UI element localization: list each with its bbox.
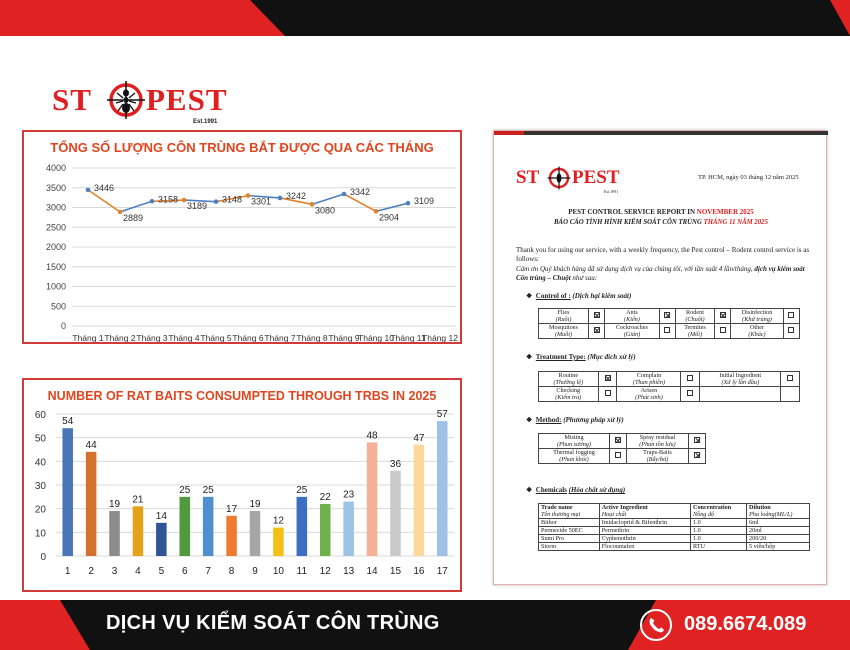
data-label: 3158 — [158, 194, 179, 205]
bar — [414, 445, 425, 556]
option-label-cell — [539, 449, 610, 464]
x-tick-label: 14 — [366, 566, 378, 577]
checkbox[interactable] — [788, 312, 794, 318]
checkbox[interactable] — [664, 327, 670, 333]
header-label: Concentration — [692, 504, 732, 511]
table-cell — [690, 519, 746, 527]
doc-intro-vi-3: như sau: — [570, 274, 598, 282]
cell-label-vi: (Chuột) — [685, 316, 705, 323]
x-tick-label: 3 — [111, 566, 118, 577]
control-table — [538, 308, 800, 339]
column-header — [539, 504, 600, 519]
service-report-document — [493, 130, 827, 585]
cell-label-vi: (Phun sương) — [556, 441, 591, 448]
method-table — [538, 433, 706, 464]
checked-checkbox[interactable] — [615, 437, 621, 443]
cell-label-vi: (Phát sinh) — [635, 394, 663, 401]
cell-label-vi: (Kiểm tra) — [555, 394, 582, 401]
method-title-en: Method: — [535, 416, 562, 424]
cell-label-vi: (Phun tồn lưu) — [639, 441, 676, 448]
y-tick-label: 0 — [40, 552, 46, 563]
top-bar — [0, 0, 850, 36]
option-label-cell — [617, 387, 681, 402]
chemicals-table — [538, 503, 810, 551]
table-cell — [599, 543, 690, 551]
data-label: 25 — [202, 484, 214, 496]
y-tick-label: 10 — [34, 528, 46, 540]
option-checkbox-cell — [783, 324, 799, 339]
option-checkbox-cell — [588, 324, 604, 339]
option-label-cell — [675, 324, 714, 339]
bar-chart — [24, 380, 460, 590]
checked-checkbox[interactable] — [594, 312, 600, 318]
table-cell — [747, 527, 810, 535]
cell-label: Cockroaches — [615, 324, 648, 331]
option-checkbox-cell — [681, 387, 700, 402]
cell-label: Checking — [556, 387, 581, 394]
data-label: 36 — [389, 458, 402, 470]
data-point — [182, 198, 187, 203]
checkbox[interactable] — [687, 390, 693, 396]
top-bar-red-accent — [0, 0, 285, 36]
doc-title-vi-month: THÁNG 11 NĂM 2025 — [703, 219, 768, 226]
treatment-title-en: Treatment Type: — [535, 353, 586, 361]
table-cell — [539, 519, 600, 527]
option-label-cell — [539, 434, 610, 449]
data-label: 3109 — [414, 196, 435, 207]
cell-label: Termites — [684, 324, 706, 331]
data-label: 48 — [366, 430, 378, 442]
table-cell — [539, 535, 600, 543]
option-label-cell — [539, 309, 589, 324]
column-header — [690, 504, 746, 519]
option-label-cell — [539, 324, 589, 339]
bar — [133, 506, 144, 556]
option-checkbox-cell — [715, 324, 731, 339]
data-label: 3148 — [222, 194, 243, 205]
checked-checkbox[interactable] — [720, 312, 726, 318]
doc-top-dark-line — [524, 131, 828, 135]
data-label: 54 — [62, 416, 74, 428]
series-segment — [312, 194, 344, 204]
data-label: 25 — [179, 484, 191, 496]
cell-label-vi: (Mối) — [687, 331, 703, 338]
option-label-cell — [731, 309, 783, 324]
option-checkbox-cell — [783, 309, 799, 324]
bar — [343, 502, 354, 556]
bar — [179, 497, 190, 556]
table-row — [539, 543, 810, 551]
bar — [109, 511, 120, 556]
doc-intro-vi-2: dịch vụ kiểm soát Côn trùng – Chuột — [516, 265, 805, 282]
chemicals-section-title: ❖ Chemicals (Hóa chất sử dụng) — [526, 486, 626, 494]
stoppest-logo — [52, 82, 227, 128]
table-row — [539, 519, 810, 527]
y-tick-label: 3500 — [45, 182, 66, 193]
cell-label-vi: (Kiến) — [624, 316, 640, 323]
doc-intro-vi — [516, 265, 816, 283]
x-tick-label: 4 — [135, 566, 141, 577]
header-label-vi: Hoạt chất — [601, 511, 627, 518]
cell-value: Cyphenothrin — [601, 535, 636, 542]
data-label: 21 — [132, 494, 144, 506]
option-label-cell — [605, 309, 660, 324]
checkbox[interactable] — [720, 327, 726, 333]
method-section-title: ❖ Method: (Phương pháp xử lý) — [526, 416, 624, 424]
bar — [437, 421, 448, 556]
x-tick-label: 5 — [158, 566, 165, 577]
option-label-cell — [626, 449, 689, 464]
data-label: 23 — [343, 489, 355, 501]
checked-checkbox[interactable] — [594, 327, 600, 333]
x-tick-label: Tháng 10 — [358, 333, 394, 342]
checked-checkbox[interactable] — [664, 312, 670, 318]
option-checkbox-cell — [689, 434, 706, 449]
control-title-en: Control of : — [535, 292, 571, 300]
checkbox[interactable] — [605, 390, 611, 396]
cell-label-vi: (Xử lý lần đầu) — [721, 379, 760, 386]
option-checkbox-cell — [588, 309, 604, 324]
data-label: 19 — [108, 499, 121, 511]
y-tick-label: 4000 — [45, 163, 66, 173]
table-cell — [599, 519, 690, 527]
bar — [203, 497, 214, 556]
bar — [320, 504, 331, 556]
x-tick-label: 15 — [389, 566, 402, 577]
cell-value: Flocoumafen — [601, 543, 635, 550]
cell-label-vi: (Khử trùng) — [742, 316, 772, 323]
x-tick-label: 7 — [205, 566, 211, 577]
table-cell — [539, 527, 600, 535]
cell-label: Traps-Baits — [643, 449, 672, 456]
bar — [226, 516, 237, 556]
method-title-vi: (Phương pháp xử lý) — [563, 416, 624, 424]
bar — [390, 471, 401, 556]
option-checkbox-cell — [781, 372, 800, 387]
data-label: 47 — [413, 432, 425, 444]
header-label-vi: Nồng độ — [692, 511, 715, 518]
data-label: 14 — [155, 510, 167, 522]
table-cell — [747, 535, 810, 543]
line-chart — [24, 132, 460, 342]
crosshair-ant-icon — [106, 80, 146, 120]
y-tick-label: 0 — [60, 321, 66, 331]
cell-value: Imidacloprid & Bifenthrin — [601, 519, 668, 526]
cell-label: Rodent — [686, 309, 704, 316]
doc-crosshair-icon — [547, 166, 571, 190]
treatment-section-title: ❖ Treatment Type: (Mục đích xử lý) — [526, 353, 636, 361]
x-tick-label: Tháng 4 — [168, 333, 200, 342]
cell-label: Complain — [636, 372, 662, 379]
checked-checkbox[interactable] — [605, 375, 611, 381]
table-row — [539, 309, 800, 324]
cell-value: RTU — [692, 543, 705, 550]
option-checkbox-cell — [598, 387, 617, 402]
option-label-cell — [700, 372, 781, 387]
option-label-cell — [539, 387, 599, 402]
x-tick-label: Tháng 11 — [390, 333, 426, 342]
header-label: Trade name — [541, 504, 573, 511]
option-checkbox-cell — [598, 372, 617, 387]
cell-value: 200/20 — [749, 535, 767, 542]
header-label: Dilution — [749, 504, 771, 511]
option-label-cell — [539, 372, 599, 387]
table-row — [539, 535, 810, 543]
treatment-title-vi: (Mục đích xử lý) — [587, 353, 636, 361]
option-label-cell — [605, 324, 660, 339]
cell-value: 6ml — [749, 519, 759, 526]
data-point — [150, 199, 155, 204]
x-tick-label: Tháng 5 — [200, 333, 232, 342]
data-label: 44 — [85, 439, 97, 451]
option-checkbox-cell — [609, 434, 626, 449]
cell-label: Disinfection — [741, 309, 773, 316]
cell-label: Initial Ingredient — [719, 372, 762, 379]
data-label: 22 — [319, 491, 331, 503]
option-checkbox-cell — [689, 449, 706, 464]
table-row — [539, 434, 706, 449]
doc-logo-left: ST — [516, 167, 540, 188]
cell-label: Spray residual — [639, 434, 676, 441]
cell-label-vi: (Phun khói) — [559, 456, 589, 463]
data-label: 12 — [272, 515, 284, 527]
table-cell — [747, 519, 810, 527]
data-point — [86, 188, 91, 193]
cell-value: Storm — [541, 543, 557, 550]
table-cell — [690, 543, 746, 551]
x-tick-label: Tháng 1 — [72, 333, 104, 342]
chem-title-vi: (Hóa chất sử dụng) — [568, 486, 626, 494]
empty-cell — [700, 387, 781, 402]
y-tick-label: 40 — [34, 457, 46, 469]
cell-value: 1.0 — [692, 527, 701, 534]
doc-title-vi — [494, 219, 828, 226]
y-tick-label: 1500 — [45, 261, 66, 272]
series-segment — [88, 190, 120, 212]
phone-number[interactable]: 089.6674.089 — [684, 613, 807, 635]
data-label: 17 — [226, 503, 238, 515]
cell-label: Routine — [558, 372, 579, 379]
y-tick-label: 2000 — [45, 242, 66, 252]
data-label: 3242 — [286, 190, 307, 201]
x-tick-label: 10 — [272, 566, 284, 577]
y-tick-label: 20 — [34, 504, 46, 516]
checkbox[interactable] — [787, 375, 793, 381]
data-point — [342, 192, 347, 197]
option-checkbox-cell — [659, 309, 675, 324]
cell-value: Sumi Pro — [541, 535, 565, 542]
cell-value: 1.0 — [692, 519, 701, 526]
bar — [156, 523, 167, 556]
doc-logo-est: Est.1991 — [604, 189, 619, 194]
cell-label-vi: (Gián) — [623, 331, 641, 338]
data-label: 3342 — [350, 186, 371, 197]
x-tick-label: Tháng 7 — [264, 333, 296, 342]
control-title-vi: (Dịch hại kiểm soát) — [572, 292, 632, 300]
cell-label-vi: (Khác) — [748, 331, 766, 338]
header-label-vi: Pha loãng(ML/L) — [749, 511, 793, 518]
x-tick-label: Tháng 8 — [296, 333, 328, 342]
logo-est: Est.1991 — [193, 119, 218, 125]
cell-label-vi: (Than phiền) — [632, 379, 666, 386]
y-tick-label: 50 — [34, 433, 46, 445]
x-tick-label: 9 — [252, 566, 258, 577]
table-row — [539, 449, 706, 464]
table-row — [539, 372, 800, 387]
cell-label-vi: (Thường lệ) — [553, 379, 584, 386]
checkbox[interactable] — [687, 375, 693, 381]
cell-label: Ants — [626, 309, 638, 316]
data-point — [278, 196, 283, 201]
y-tick-label: 60 — [34, 410, 46, 421]
x-tick-label: 17 — [436, 566, 448, 577]
doc-intro-vi-1: Cám ơn Quý khách hàng đã sử dụng dịch vụ của chúng tôi, với tần suất 4 lần/tháng, — [516, 265, 755, 273]
table-cell — [599, 527, 690, 535]
bar — [273, 528, 284, 556]
bar — [86, 452, 97, 556]
cell-value: Bithor — [541, 519, 557, 526]
cell-label: Other — [749, 324, 765, 331]
data-point — [310, 202, 315, 207]
logo-right-text: PEST — [146, 82, 228, 117]
doc-title-en-prefix: PEST CONTROL SERVICE REPORT IN — [568, 208, 697, 216]
y-tick-label: 3000 — [45, 202, 66, 213]
doc-title-en — [494, 208, 828, 216]
data-point — [214, 199, 219, 204]
x-tick-label: 6 — [181, 566, 188, 577]
cell-label: Thermal fogging — [553, 449, 595, 456]
cell-value: Permethrin — [601, 527, 630, 534]
cell-value: 20ml — [749, 527, 762, 534]
phone-icon[interactable] — [640, 609, 672, 641]
footer-title: DỊCH VỤ KIỂM SOÁT CÔN TRÙNG — [106, 612, 440, 634]
option-label-cell — [675, 309, 714, 324]
x-tick-label: 8 — [228, 566, 235, 577]
y-tick-label: 500 — [50, 301, 66, 312]
x-tick-label: 12 — [319, 566, 331, 577]
x-tick-label: Tháng 2 — [104, 333, 136, 342]
data-label: 3080 — [315, 205, 336, 216]
table-cell — [690, 527, 746, 535]
x-tick-label: 1 — [64, 566, 71, 577]
logo-left-text: ST — [52, 82, 92, 117]
option-label-cell — [731, 324, 783, 339]
chem-title-en: Chemicals — [535, 486, 567, 494]
cell-label: Misting — [564, 434, 584, 441]
header-label-vi: Tên thương mại — [541, 511, 581, 518]
doc-title-en-month: NOVEMBER 2025 — [696, 208, 754, 216]
bar — [250, 511, 261, 556]
data-label: 57 — [436, 409, 448, 421]
option-checkbox-cell — [609, 449, 626, 464]
data-label: 2904 — [379, 212, 400, 223]
data-label: 3301 — [251, 196, 272, 207]
data-label: 2889 — [123, 212, 144, 223]
table-row — [539, 527, 810, 535]
table-row — [539, 387, 800, 402]
table-cell — [539, 543, 600, 551]
cell-value: Permecide 50EC — [541, 527, 583, 534]
checkbox[interactable] — [788, 327, 794, 333]
doc-title-vi-prefix: BÁO CÁO TÌNH HÌNH KIỂM SOÁT CÔN TRÙNG — [554, 219, 704, 226]
x-tick-label: 13 — [343, 566, 355, 577]
table-header-row — [539, 504, 810, 519]
cell-label: Arisen — [640, 387, 658, 394]
data-point — [246, 193, 251, 198]
treatment-table — [538, 371, 800, 402]
cell-label: Flies — [557, 309, 570, 316]
empty-cell — [781, 387, 800, 402]
option-checkbox-cell — [715, 309, 731, 324]
option-checkbox-cell — [681, 372, 700, 387]
y-tick-label: 1000 — [45, 281, 66, 292]
data-label: 3189 — [187, 201, 208, 212]
bar — [367, 442, 378, 556]
line-chart-panel — [22, 130, 462, 344]
y-tick-label: 30 — [34, 481, 46, 492]
x-tick-label: Tháng 12 — [422, 333, 458, 342]
doc-logo — [516, 167, 626, 193]
column-header — [747, 504, 810, 519]
table-row — [539, 324, 800, 339]
cell-label-vi: (Ruồi) — [555, 316, 572, 323]
column-header — [599, 504, 690, 519]
y-tick-label: 2500 — [45, 222, 66, 233]
cell-value: 1.0 — [692, 535, 701, 542]
header-label: Active Ingredient — [601, 504, 648, 511]
x-tick-label: Tháng 9 — [328, 333, 360, 342]
bar — [62, 428, 73, 556]
doc-date: TP. HCM, ngày 03 tháng 12 năm 2025 — [698, 174, 799, 181]
series-segment — [120, 201, 152, 212]
cell-label-vi: (Bẫy/bả) — [646, 456, 669, 463]
top-bar-red-corner — [830, 0, 850, 36]
doc-logo-right: PEST — [572, 167, 620, 188]
option-label-cell — [626, 434, 689, 449]
x-tick-label: Tháng 6 — [232, 333, 264, 342]
x-tick-label: 11 — [296, 566, 308, 577]
doc-top-red-line — [494, 131, 524, 135]
doc-intro-en: Thank you for using our service, with a weekly frequency, the Pest control – Rodent control service is as follows: — [516, 246, 810, 263]
table-cell — [747, 543, 810, 551]
data-label: 25 — [296, 484, 308, 496]
checkbox[interactable] — [615, 452, 621, 458]
data-point — [406, 201, 411, 206]
bar-chart-title: NUMBER OF RAT BAITS CONSUMPTED THROUGH TRBS IN 2025 — [47, 389, 437, 403]
data-point — [374, 209, 379, 214]
x-tick-label: 16 — [413, 566, 425, 577]
table-cell — [690, 535, 746, 543]
cell-label: Mosquitoes — [549, 324, 578, 331]
data-label: 19 — [249, 499, 261, 511]
option-checkbox-cell — [659, 324, 675, 339]
data-label: 3446 — [94, 182, 115, 193]
option-label-cell — [617, 372, 681, 387]
checked-checkbox[interactable] — [694, 452, 700, 458]
cell-value: 5 viên/hộp — [749, 543, 776, 550]
table-cell — [599, 535, 690, 543]
bar-chart-panel — [22, 378, 462, 592]
checked-checkbox[interactable] — [694, 437, 700, 443]
control-section-title: ❖ Control of : (Dịch hại kiểm soát) — [526, 292, 632, 300]
data-point — [118, 210, 123, 215]
bar — [297, 497, 308, 556]
line-chart-title: TỔNG SỐ LƯỢNG CÔN TRÙNG BẮT ĐƯỢC QUA CÁC THÁNG — [50, 140, 434, 155]
cell-label-vi: (Muỗi) — [554, 331, 573, 338]
x-tick-label: 2 — [88, 566, 94, 577]
x-tick-label: Tháng 3 — [136, 333, 168, 342]
